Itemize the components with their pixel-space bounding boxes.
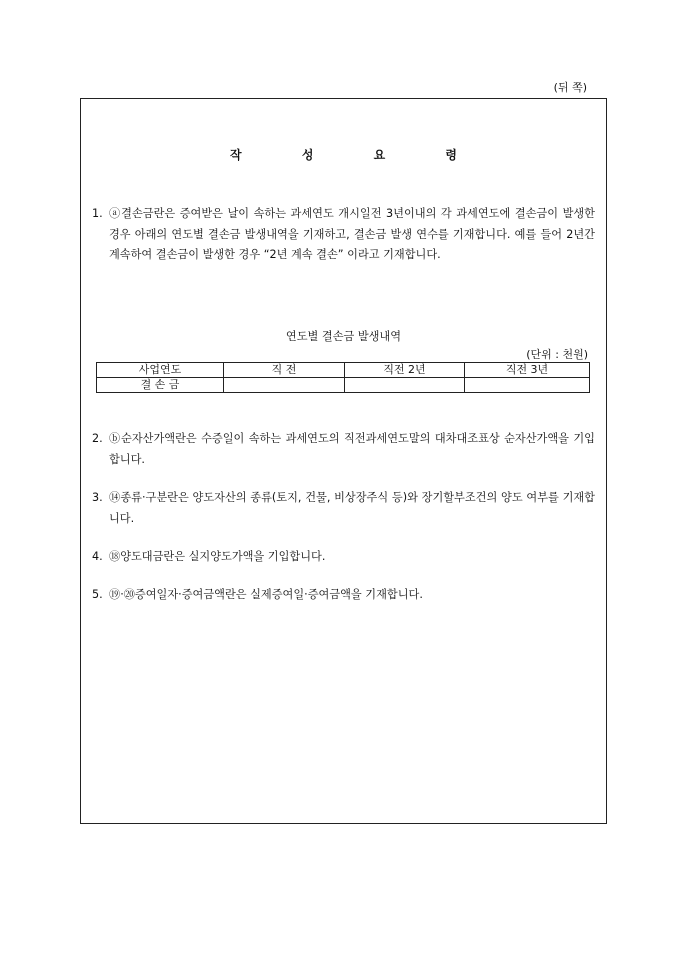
table-header-row — [97, 363, 590, 378]
item-text: ⑲·⑳증여일자·증여금액란은 실제증여일·증여금액을 기재합니다. — [109, 588, 423, 601]
item-text: ⑱양도대금란은 실지양도가액을 기입합니다. — [109, 550, 326, 563]
header-cell-year: 사업연도 — [97, 363, 224, 378]
instruction-item-5 — [92, 585, 595, 606]
instruction-item-4 — [92, 547, 595, 568]
page-title: 작 성 요 령 — [230, 148, 485, 162]
loss-table-unit: (단위 : 천원) — [526, 348, 588, 361]
page-side-label: (뒤 쪽) — [553, 81, 587, 94]
item-number: 4. — [92, 550, 103, 563]
instructions-frame — [80, 98, 607, 824]
header-cell-prior: 직 전 — [224, 363, 345, 378]
instruction-item-2 — [92, 429, 595, 470]
item-text: ⑭종류·구분란은 양도자산의 종류(토지, 건물, 비상장주식 등)와 장기할부조건의 양도 여부를 기재합니다. — [109, 491, 595, 525]
item-text: ⓐ결손금란은 증여받은 날이 속하는 과세연도 개시일전 3년이내의 각 과세연도에 결손금이 발생한 경우 아래의 연도별 결손금 발생내역을 기재하고, 결손금 발생 연수를 기재합니다. 예를 들어 2년간 계속하여 결손금이 발생한 경우 “2년 계속 결손” 이라고 기재합니다. — [109, 207, 595, 261]
item-number: 3. — [92, 491, 103, 504]
loss-cell-prior[interactable] — [224, 378, 345, 393]
row-label-loss: 결 손 금 — [97, 378, 224, 393]
item-text: ⓑ순자산가액란은 수증일이 속하는 과세연도의 직전과세연도말의 대차대조표상 순자산가액을 기입합니다. — [109, 432, 595, 466]
instruction-item-3 — [92, 488, 595, 529]
instruction-item-1 — [92, 204, 595, 266]
loss-cell-prior-3[interactable] — [465, 378, 590, 393]
item-number: 5. — [92, 588, 103, 601]
item-number: 2. — [92, 432, 103, 445]
loss-cell-prior-2[interactable] — [345, 378, 465, 393]
table-row — [97, 378, 590, 393]
header-cell-prior-3: 직전 3년 — [465, 363, 590, 378]
item-number: 1. — [92, 207, 103, 220]
header-cell-prior-2: 직전 2년 — [345, 363, 465, 378]
loss-history-table — [96, 362, 590, 393]
loss-table-caption: 연도별 결손금 발생내역 — [285, 330, 402, 343]
